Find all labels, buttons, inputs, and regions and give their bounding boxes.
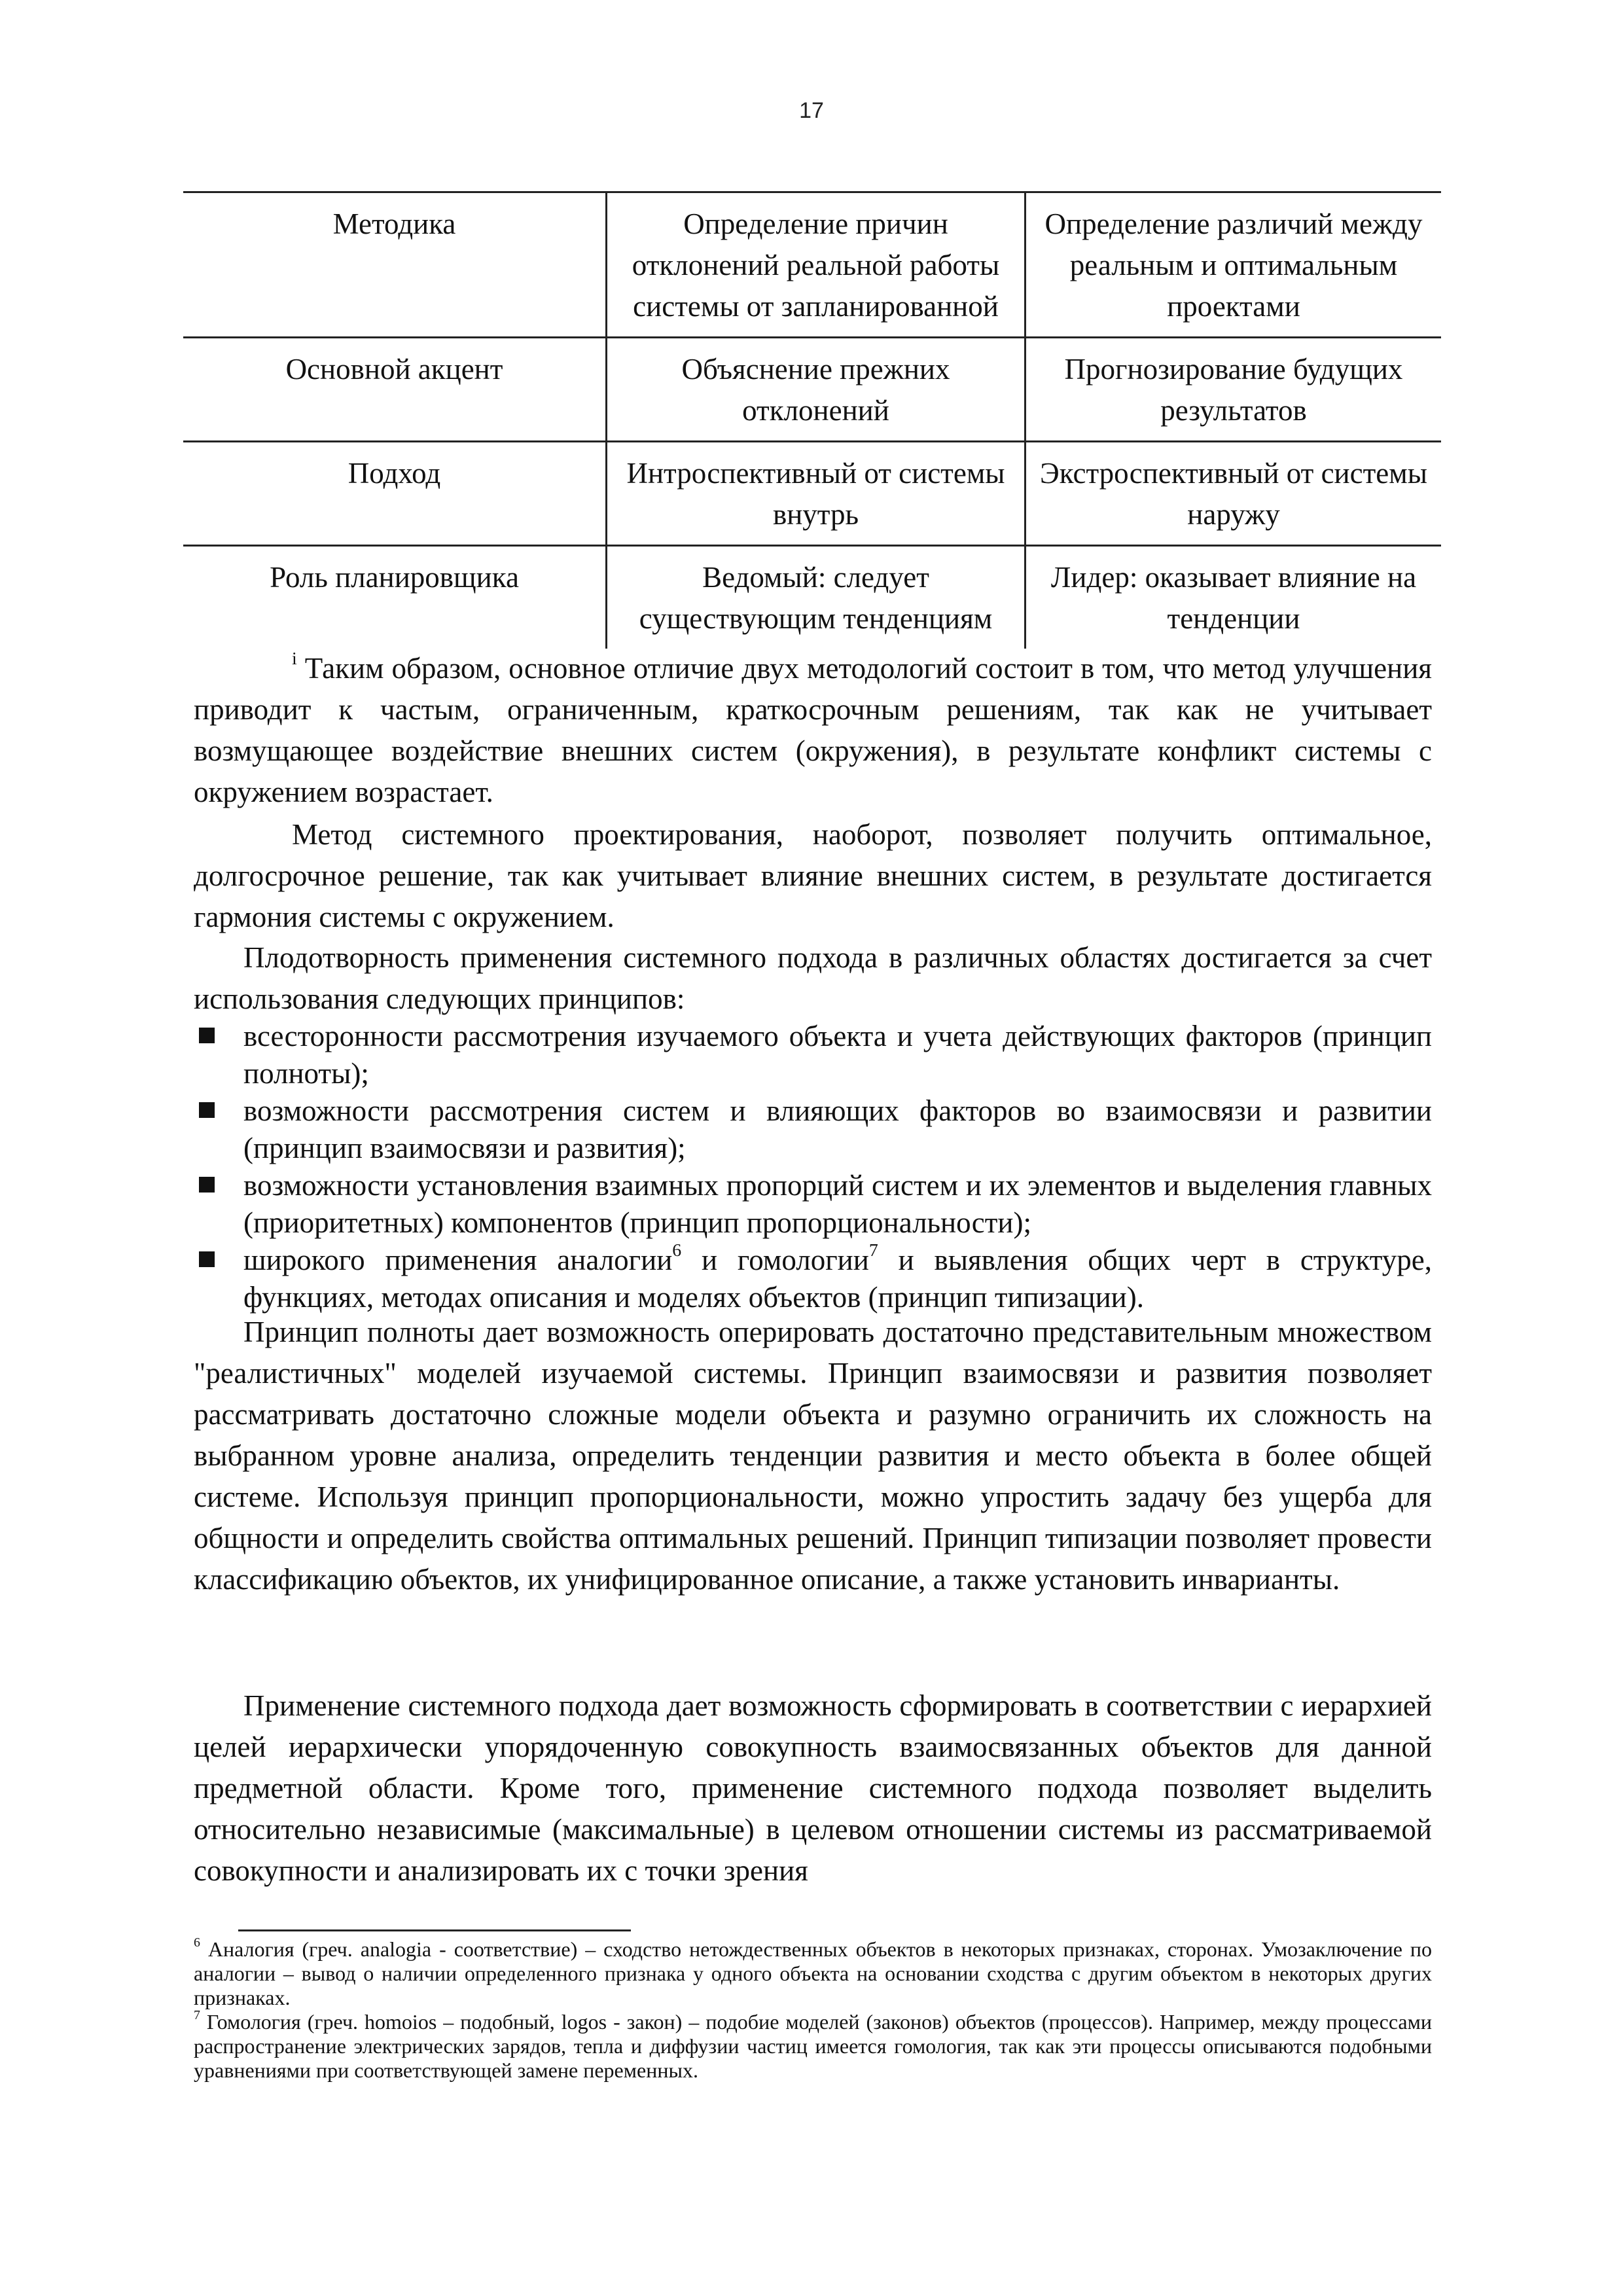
table-row — [183, 336, 1441, 440]
bullet-square-icon — [199, 1102, 215, 1118]
list-item: возможности установления взаимных пропорций систем и их элементов и выделения главных (приоритетных) компонентов (принцип пропорциональности); — [194, 1167, 1432, 1242]
footnote-separator — [238, 1929, 631, 1931]
body-paragraph-5: Применение системного подхода дает возможность сформировать в соответствии с иерархией целей иерархически упорядоченную совокупность взаимосвязанных объектов для данной предметной области. Кроме того, применение системного подхода позволяет выделить относительно независимые (максимальные) в целевом отношении системы из рассматриваемой совокупности и анализировать их с точки зрения — [194, 1689, 1432, 1887]
list-item: широкого применения аналогии$^6$ и гомологии$^7$ и выявления общих черт в структуре, функциях, методах описания и моделях объектов (принцип типизации). — [194, 1242, 1432, 1316]
table-row — [183, 191, 1441, 336]
table-row — [183, 440, 1441, 545]
table-cell-design: Лидер: оказывает влияние на тенденции — [1050, 561, 1417, 635]
endnote-marker: i — [292, 649, 297, 670]
comparison-table — [183, 191, 1441, 649]
page-number: 17 — [799, 98, 824, 123]
table-cell-design: Определение различий между реальным и оптимальным проектами — [1044, 207, 1423, 323]
table-cell-improvement: Определение причин отклонений реальной работы системы от запланированной — [605, 193, 1026, 336]
table-cell-aspect: Роль планировщика — [270, 561, 519, 594]
table-cell-design: Прогнозирование будущих результатов — [1064, 353, 1403, 427]
paragraph-text: Таким образом, основное отличие двух методологий состоит в том, что метод улучшения приводит к частым, ограниченным, краткосрочным решениям, так как не учитывает возмущающее воздействие внешних систем (окружения), в результате конфликт системы с окружением возрастает. — [194, 652, 1432, 808]
table-cell-improvement: Интроспективный от системы внутрь — [605, 442, 1026, 545]
footnote: $^7$ Гомология (греч. homoios – подобный, logos - закон) – подобие моделей (законов) объектов (процессов). Например, между процессами распространение электрических зарядов, тепла и диффузии частиц имеется гомология, так как эти процессы описываются подобными уравнениями при соответствующей замене переменных. — [194, 2008, 1432, 2082]
footnote: $^6$ Аналогия (греч. analogia - соответствие) – сходство нетождественных объектов в некоторых признаках, сторонах. Умозаключение по аналогии – вывод о наличии определенного признака у одного объекта на основании сходства с другим объектом в некоторых других признаках. — [194, 1935, 1432, 2009]
table-cell-design: Экстроспективный от системы наружу — [1040, 457, 1427, 531]
table-cell-aspect: Основной акцент — [285, 353, 503, 386]
list-item: всесторонности рассмотрения изучаемого объекта и учета действующих факторов (принцип полноты); — [194, 1018, 1432, 1092]
table-cell-improvement: Объяснение прежних отклонений — [605, 338, 1026, 440]
table-cell-aspect: Методика — [332, 207, 456, 240]
principles-list — [194, 1018, 1432, 1316]
table-cell-improvement: Ведомый: следует существующим тенденциям — [605, 547, 1026, 649]
bullet-square-icon — [199, 1028, 215, 1043]
body-paragraph-4: Принцип полноты дает возможность оперировать достаточно представительным множеством "реалистичных" моделей изучаемой системы. Принцип взаимосвязи и развития позволяет рассматривать достаточно сложные модели объекта и разумно ограничить их сложность на выбранном уровне анализа, определить тенденции развития и место объекта в более общей системе. Используя принцип пропорциональности, можно упростить задачу без ущерба для общности и определить свойства оптимальных решений. Принцип типизации позволяет провести классификацию объектов, их унифицированное описание, а также установить инварианты. — [194, 1316, 1432, 1596]
list-item: возможности рассмотрения систем и влияющих факторов во взаимосвязи и развитии (принцип взаимосвязи и развития); — [194, 1092, 1432, 1167]
body-paragraph-3: Плодотворность применения системного подхода в различных областях достигается за счет использования следующих принципов: — [194, 941, 1432, 1015]
body-paragraph-2: Метод системного проектирования, наоборот, позволяет получить оптимальное, долгосрочное решение, так как учитывает влияние внешних систем, в результате достигается гармония системы с окружением. — [194, 818, 1432, 933]
footnote-ref[interactable]: 7 — [868, 1240, 878, 1261]
table-row — [183, 545, 1441, 649]
bullet-square-icon — [199, 1251, 215, 1267]
footnotes — [194, 1937, 1432, 2083]
bullet-square-icon — [199, 1177, 215, 1193]
table-cell-aspect: Подход — [348, 457, 441, 490]
body-paragraph-1 — [194, 648, 1432, 813]
footnote-ref[interactable]: 6 — [672, 1240, 682, 1261]
